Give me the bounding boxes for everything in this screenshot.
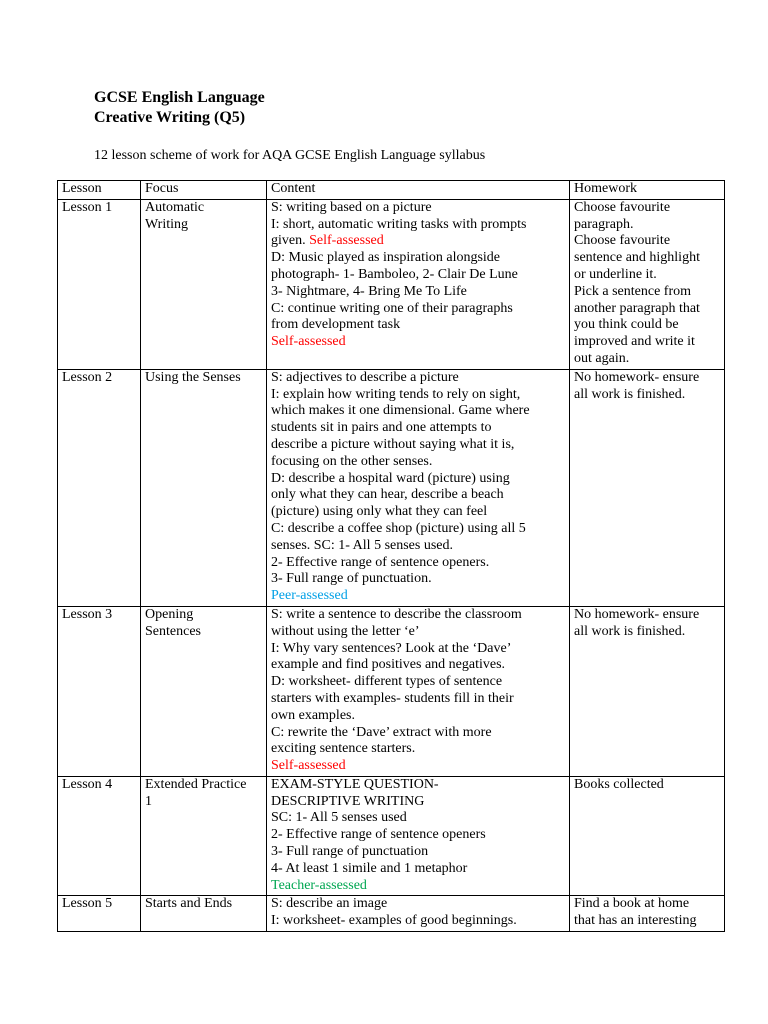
self-assessed-label: Self-assessed (309, 233, 384, 249)
focus-cell (141, 776, 267, 896)
content-line: 3- Full range of punctuation. (271, 571, 432, 587)
table-row (58, 369, 725, 606)
content-line: only what they can hear, describe a beach (271, 487, 504, 503)
homework-cell (570, 369, 725, 606)
homework-line: all work is finished. (574, 623, 686, 639)
content-line (271, 233, 565, 250)
content-line: (picture) using only what they can feel (271, 504, 488, 520)
document-title (94, 88, 265, 128)
content-line: photograph- 1- Bamboleo, 2- Clair De Lune (271, 266, 518, 282)
content-cell (267, 776, 570, 896)
content-line: own examples. (271, 707, 355, 723)
content-line: I: explain how writing tends to rely on sight, (271, 386, 521, 402)
title-line-2: Creative Writing (Q5) (94, 109, 246, 126)
content-text: given. (271, 233, 306, 249)
homework-line: No homework- ensure (574, 369, 700, 385)
self-assessed-label: Self-assessed (271, 334, 346, 350)
content-line: 3- Full range of punctuation (271, 844, 429, 860)
homework-line: Choose favourite (574, 233, 671, 249)
table-row (58, 199, 725, 369)
content-line: SC: 1- All 5 senses used (271, 810, 407, 826)
lesson-cell: Lesson 1 (58, 199, 141, 369)
homework-line: Choose favourite (574, 199, 671, 215)
content-line: I: worksheet- examples of good beginnings. (271, 913, 517, 929)
content-line: D: describe a hospital ward (picture) using (271, 470, 510, 486)
homework-line: out again. (574, 350, 630, 366)
focus-cell (141, 199, 267, 369)
content-line: 2- Effective range of sentence openers (271, 827, 486, 843)
homework-cell (570, 776, 725, 896)
content-line: 4- At least 1 simile and 1 metaphor (271, 860, 468, 876)
content-cell (267, 896, 570, 932)
table-row (58, 776, 725, 896)
content-line: 3- Nightmare, 4- Bring Me To Life (271, 283, 467, 299)
focus-line: Starts and Ends (145, 896, 233, 912)
column-header-content: Content (267, 181, 570, 200)
focus-line: Sentences (145, 623, 201, 639)
homework-line: you think could be (574, 317, 679, 333)
content-line: without using the letter ‘e’ (271, 623, 420, 639)
content-line: from development task (271, 317, 401, 333)
document-subtitle: 12 lesson scheme of work for AQA GCSE English Language syllabus (94, 148, 486, 163)
content-line: which makes it one dimensional. Game where (271, 403, 530, 419)
lesson-cell: Lesson 4 (58, 776, 141, 896)
homework-line: improved and write it (574, 334, 695, 350)
content-line: C: rewrite the ‘Dave’ extract with more (271, 724, 492, 740)
homework-line: that has an interesting (574, 913, 697, 929)
homework-line: Pick a sentence from (574, 283, 692, 299)
homework-line: all work is finished. (574, 386, 686, 402)
content-line: students sit in pairs and one attempts to (271, 420, 492, 436)
content-line: describe a picture without saying what it is, (271, 436, 515, 452)
focus-line: Opening (145, 606, 194, 622)
focus-line: Writing (145, 216, 188, 232)
content-line: starters with examples- students fill in their (271, 690, 514, 706)
homework-line: paragraph. (574, 216, 634, 232)
content-line: I: short, automatic writing tasks with prompts (271, 216, 527, 232)
table-row (58, 896, 725, 932)
focus-line: 1 (145, 793, 152, 809)
lesson-cell: Lesson 3 (58, 606, 141, 776)
self-assessed-label: Self-assessed (271, 758, 346, 774)
focus-cell (141, 896, 267, 932)
column-header-lesson: Lesson (58, 181, 141, 200)
content-cell (267, 606, 570, 776)
lesson-cell: Lesson 5 (58, 896, 141, 932)
focus-line: Extended Practice (145, 776, 247, 792)
homework-cell (570, 199, 725, 369)
content-line: I: Why vary sentences? Look at the ‘Dave’ (271, 640, 512, 656)
content-line: C: continue writing one of their paragraphs (271, 300, 513, 316)
homework-cell (570, 896, 725, 932)
peer-assessed-label: Peer-assessed (271, 588, 348, 604)
content-line: exciting sentence starters. (271, 741, 416, 757)
content-line: C: describe a coffee shop (picture) using all 5 (271, 520, 526, 536)
content-line: senses. SC: 1- All 5 senses used. (271, 537, 453, 553)
content-line: S: write a sentence to describe the classroom (271, 606, 522, 622)
content-line: 2- Effective range of sentence openers. (271, 554, 490, 570)
homework-line: Find a book at home (574, 896, 690, 912)
content-cell (267, 199, 570, 369)
content-line: S: adjectives to describe a picture (271, 369, 459, 385)
column-header-focus: Focus (141, 181, 267, 200)
content-line: focusing on the other senses. (271, 453, 433, 469)
content-line: S: writing based on a picture (271, 199, 432, 215)
homework-line: or underline it. (574, 266, 657, 282)
focus-cell (141, 369, 267, 606)
focus-line: Automatic (145, 199, 205, 215)
homework-line: sentence and highlight (574, 250, 700, 266)
content-line: DESCRIPTIVE WRITING (271, 793, 425, 809)
lesson-cell: Lesson 2 (58, 369, 141, 606)
homework-line: another paragraph that (574, 300, 700, 316)
homework-line: No homework- ensure (574, 606, 700, 622)
table-header-row (58, 181, 725, 200)
content-line: D: Music played as inspiration alongside (271, 250, 501, 266)
content-line: EXAM-STYLE QUESTION- (271, 776, 439, 792)
content-cell (267, 369, 570, 606)
scheme-of-work-table (57, 180, 725, 932)
content-line: D: worksheet- different types of sentence (271, 674, 503, 690)
content-line: S: describe an image (271, 896, 388, 912)
focus-cell (141, 606, 267, 776)
table-row (58, 606, 725, 776)
content-line: example and find positives and negatives. (271, 657, 506, 673)
teacher-assessed-label: Teacher-assessed (271, 877, 367, 893)
title-line-1: GCSE English Language (94, 89, 265, 106)
focus-line: Using the Senses (145, 369, 241, 385)
column-header-homework: Homework (570, 181, 725, 200)
homework-line: Books collected (574, 776, 664, 792)
homework-cell (570, 606, 725, 776)
